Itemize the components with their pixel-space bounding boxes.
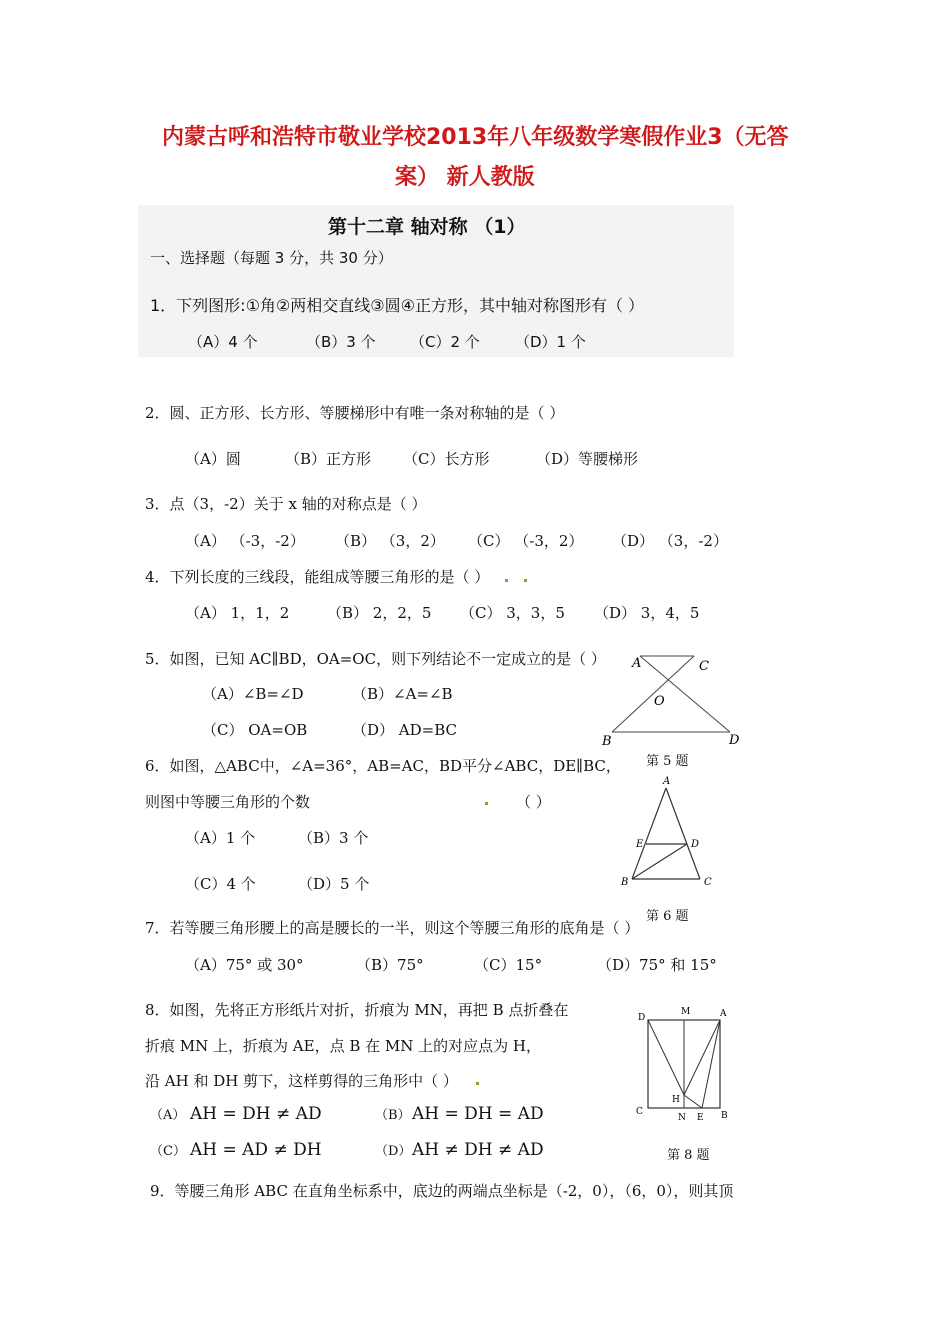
question-4-option-a: （A） 1，1，2 [185,604,290,622]
question-2-option-a: （A）圆 [185,450,241,468]
question-7-option-d: （D）75° 和 15° [597,956,717,974]
fig6-label-a: A [663,776,671,787]
fig6-label-b: B [621,877,629,888]
marker-dot [476,1082,479,1085]
fig6-label-e: E [636,839,644,850]
question-6-stem-line1: 6．如图，△ABC中，∠A=36°，AB=AC，BD平分∠ABC，DE∥BC， [145,757,621,775]
question-8-stem-line2: 折痕 MN 上，折痕为 AE，点 B 在 MN 上的对应点为 H， [145,1037,542,1055]
fig8-label-n: N [678,1113,686,1123]
document-title-line2: 案） 新人教版 [395,165,535,190]
chapter-title: 第十二章 轴对称 （1） [328,216,526,238]
fig5-label-b: B [602,734,612,749]
question-3-option-c: （C） （-3，2） [468,532,584,550]
fig5-label-d: D [729,733,740,748]
figure-6-diagram [618,773,718,889]
fig8-label-h: H [672,1095,680,1105]
figure-8-diagram [630,1002,734,1130]
document-title-line1: 内蒙古呼和浩特市敬业学校2013年八年级数学寒假作业3（无答 [162,125,789,150]
question-6-stem-line2: 则图中等腰三角形的个数 [145,793,311,811]
question-8-option-b-math: AH = DH = AD [412,1104,544,1124]
fig5-label-o: O [654,694,665,709]
question-8-option-d-math: AH ≠ DH ≠ AD [412,1140,544,1160]
fig5-label-a: A [632,656,642,671]
question-8-option-a-label: （A） [150,1108,186,1123]
question-8-option-a-math: AH = DH ≠ AD [190,1104,322,1124]
question-1-option-a: （A）4 个 [188,333,258,351]
question-7-option-b: （B）75° [356,956,424,974]
question-4-option-c: （C） 3，3，5 [460,604,565,622]
fig8-label-e: E [697,1113,704,1123]
question-8-option-c-math: AH = AD ≠ DH [190,1140,322,1160]
question-8-option-d-label: （D） [375,1144,412,1159]
question-3-option-a: （A） （-3，-2） [185,532,305,550]
question-9-stem: 9．等腰三角形 ABC 在直角坐标系中，底边的两端点坐标是（-2，0），（6，0），则其顶 [150,1182,734,1200]
question-6-option-c: （C）4 个 [185,875,256,893]
question-8-option-b-label: （B） [375,1108,411,1123]
question-5-option-c: （C） OA=OB [202,721,308,739]
question-2-option-d: （D）等腰梯形 [536,450,639,468]
figure-6-caption: 第 6 题 [646,909,689,924]
question-7-option-c: （C）15° [474,956,543,974]
question-1-option-d: （D）1 个 [515,333,586,351]
question-8-option-c-label: （C） [150,1144,186,1159]
question-2-stem: 2．圆、正方形、长方形、等腰梯形中有唯一条对称轴的是（ ） [145,404,565,422]
question-7-option-a: （A）75° 或 30° [185,956,304,974]
question-4-option-d: （D） 3，4，5 [594,604,700,622]
fig6-label-d: D [691,839,700,850]
question-5-stem: 5．如图，已知 AC∥BD，OA=OC，则下列结论不一定成立的是（ ） [145,650,606,668]
fig6-label-c: C [704,877,712,888]
question-5-option-a: （A）∠B=∠D [202,685,304,703]
question-1-option-b: （B）3 个 [306,333,376,351]
question-1-option-c: （C）2 个 [410,333,480,351]
part-heading: 一、选择题（每题 3 分，共 30 分） [150,249,393,267]
marker-dot [485,802,488,805]
question-2-option-b: （B）正方形 [285,450,372,468]
question-4-option-b: （B） 2，2，5 [327,604,432,622]
fig8-label-d: D [638,1013,646,1023]
question-5-option-b: （B）∠A=∠B [352,685,453,703]
marker-dot [524,579,527,582]
question-4-stem: 4．下列长度的三线段，能组成等腰三角形的是（ ） [145,568,490,586]
question-7-stem: 7．若等腰三角形腰上的高是腰长的一半，则这个等腰三角形的底角是（ ） [145,919,640,937]
question-6-bracket: （ ） [516,793,551,811]
question-3-option-d: （D） （3，-2） [612,532,728,550]
marker-dot [505,579,508,582]
question-3-option-b: （B） （3，2） [335,532,445,550]
question-6-option-d: （D）5 个 [298,875,370,893]
fig8-label-b: B [721,1111,728,1121]
figure-5-caption: 第 5 题 [646,754,689,769]
question-5-option-d: （D） AD=BC [352,721,458,739]
question-3-stem: 3．点（3，-2）关于 x 轴的对称点是（ ） [145,495,427,513]
question-1-stem: 1．下列图形:①角②两相交直线③圆④正方形，其中轴对称图形有（ ） [150,296,645,315]
fig5-label-c: C [699,659,709,674]
question-8-stem-line3: 沿 AH 和 DH 剪下，这样剪得的三角形中（ ） [145,1072,458,1090]
question-6-option-a: （A）1 个 [185,829,256,847]
question-2-option-c: （C）长方形 [403,450,490,468]
question-6-option-b: （B）3 个 [298,829,369,847]
figure-8-caption: 第 8 题 [667,1148,710,1163]
fig8-label-c: C [636,1107,643,1117]
question-8-stem-line1: 8．如图，先将正方形纸片对折，折痕为 MN，再把 B 点折叠在 [145,1001,569,1019]
fig8-label-m: M [681,1007,691,1017]
figure-5-diagram [600,650,750,750]
fig8-label-a: A [720,1009,727,1019]
